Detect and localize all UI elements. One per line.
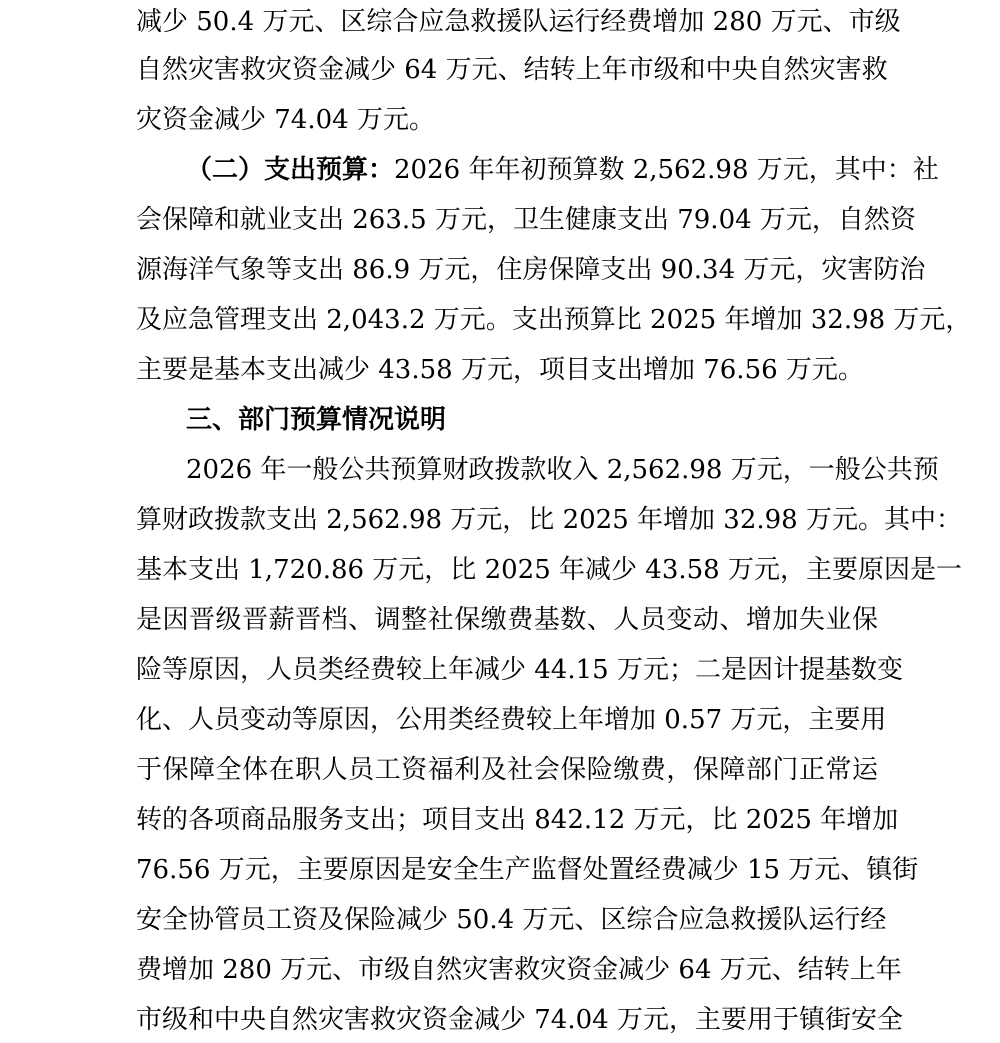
paragraph-3-line-3: 基本支出 1,720.86 万元，比 2025 年减少 43.58 万元，主要原因是一 (136, 555, 962, 585)
paragraph-3-line-8: 转的各项商品服务支出；项目支出 842.12 万元，比 2025 年增加 (136, 805, 899, 835)
paragraph-3-line-5: 险等原因，人员类经费较上年减少 44.15 万元；二是因计提基数变 (136, 655, 903, 685)
paragraph-3-line-9: 76.56 万元，主要原因是安全生产监督处置经费减少 15 万元、镇街 (136, 855, 919, 885)
paragraph-3-line-10: 安全协管员工资及保险减少 50.4 万元、区综合应急救援队运行经 (136, 905, 887, 935)
paragraph-3-line-1: 2026 年一般公共预算财政拨款收入 2,562.98 万元，一般公共预 (186, 455, 939, 485)
paragraph-3-line-4: 是因晋级晋薪晋档、调整社保缴费基数、人员变动、增加失业保 (136, 605, 878, 635)
paragraph-3-line-6: 化、人员变动等原因，公用类经费较上年增加 0.57 万元，主要用 (136, 705, 887, 735)
paragraph-3-line-11: 费增加 280 万元、市级自然灾害救灾资金减少 64 万元、结转上年 (136, 955, 902, 985)
paragraph-3-line-2: 算财政拨款支出 2,562.98 万元，比 2025 年增加 32.98 万元。其中： (136, 505, 962, 535)
section-heading: 三、部门预算情况说明 (186, 405, 447, 435)
paragraph-3-line-7: 于保障全体在职人员工资福利及社会保险缴费，保障部门正常运 (136, 755, 878, 785)
paragraph-1-line-1: 减少 50.4 万元、区综合应急救援队运行经费增加 280 万元、市级 (136, 7, 901, 37)
expenditure-budget-lead: （二）支出预算： (186, 155, 395, 185)
paragraph-2-line-2: 会保障和就业支出 263.5 万元，卫生健康支出 79.04 万元，自然资 (136, 205, 916, 235)
paragraph-2-line-1-rest: 2026 年年初预算数 2,562.98 万元，其中：社 (394, 155, 939, 185)
paragraph-1-line-2: 自然灾害救灾资金减少 64 万元、结转上年市级和中央自然灾害救 (136, 55, 888, 85)
paragraph-2-line-4: 及应急管理支出 2,043.2 万元。支出预算比 2025 年增加 32.98 万元， (136, 305, 972, 335)
paragraph-3-line-12: 市级和中央自然灾害救灾资金减少 74.04 万元，主要用于镇街安全 (136, 1005, 903, 1035)
paragraph-2-line-1 (186, 148, 939, 192)
paragraph-2-line-3: 源海洋气象等支出 86.9 万元，住房保障支出 90.34 万元，灾害防治 (136, 255, 926, 285)
paragraph-1-line-3: 灾资金减少 74.04 万元。 (136, 105, 435, 135)
paragraph-2-line-5: 主要是基本支出减少 43.58 万元，项目支出增加 76.56 万元。 (136, 355, 864, 385)
